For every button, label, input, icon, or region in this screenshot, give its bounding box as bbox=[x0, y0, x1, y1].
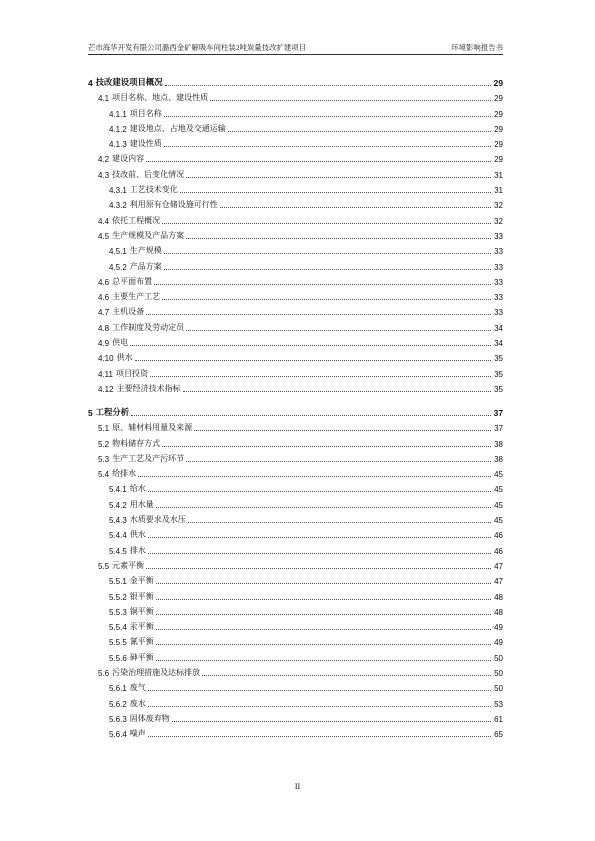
toc-entry-title: 水质要求及水压 bbox=[129, 515, 186, 525]
toc-entry-title: 依托工程概况 bbox=[112, 215, 161, 225]
dot-leader bbox=[164, 268, 491, 270]
toc-entry-number: 5.5 bbox=[98, 561, 110, 571]
toc-entry[interactable] bbox=[88, 348, 503, 363]
toc-entry-title: 银平衡 bbox=[129, 591, 154, 601]
dot-leader bbox=[194, 429, 491, 431]
dot-leader bbox=[148, 689, 491, 691]
toc-entry-number: 5.6.3 bbox=[109, 714, 127, 724]
toc-entry-number: 5.5.4 bbox=[109, 623, 127, 633]
dot-leader bbox=[146, 313, 491, 315]
toc-entry-page: 32 bbox=[494, 216, 503, 226]
toc-entry-title: 工艺技术变化 bbox=[129, 185, 178, 195]
toc-entry-number: 4.5.2 bbox=[109, 262, 127, 272]
toc-entry-number: 5.5.3 bbox=[109, 607, 127, 617]
toc-entry-page: 45 bbox=[494, 470, 503, 480]
dot-leader bbox=[162, 298, 491, 300]
toc-entry-title: 生产规模 bbox=[129, 246, 162, 256]
toc-entry-title: 给水 bbox=[129, 484, 146, 494]
toc-entry-page: 47 bbox=[494, 561, 503, 571]
toc-entry-number: 5.4.5 bbox=[109, 546, 127, 556]
toc-entry-page: 45 bbox=[494, 485, 503, 495]
dot-leader bbox=[180, 191, 491, 193]
dot-leader bbox=[202, 674, 491, 676]
toc-entry-page: 33 bbox=[494, 262, 503, 272]
toc-entry-title: 项目名称、地点、建设性质 bbox=[112, 93, 209, 103]
toc-entry-title: 物料储存方式 bbox=[112, 438, 161, 448]
toc-entry[interactable] bbox=[88, 663, 503, 678]
toc-entry[interactable] bbox=[88, 586, 503, 601]
toc-entry-number: 5.5.6 bbox=[109, 653, 127, 663]
toc-entry-page: 31 bbox=[494, 170, 503, 180]
toc-entry-title: 汞平衡 bbox=[129, 622, 154, 632]
toc-entry[interactable] bbox=[88, 602, 503, 617]
dot-leader bbox=[154, 283, 491, 285]
page-number: II bbox=[294, 782, 301, 791]
toc-entry-title: 利用原有仓储设施可行性 bbox=[129, 200, 218, 210]
toc-entry-number: 5.6.4 bbox=[109, 730, 127, 740]
toc-entry[interactable] bbox=[88, 88, 503, 103]
toc-entry-page: 50 bbox=[494, 668, 503, 678]
toc-entry[interactable] bbox=[88, 617, 503, 632]
toc-entry-page: 33 bbox=[494, 231, 503, 241]
toc-entry-page: 65 bbox=[494, 730, 503, 740]
toc-entry-title: 主要生产工艺 bbox=[112, 292, 161, 302]
dot-leader bbox=[220, 206, 491, 208]
toc-entry-page: 45 bbox=[494, 516, 503, 526]
toc-entry-title: 技改前、后变化情况 bbox=[112, 169, 185, 179]
toc-entry-page: 33 bbox=[494, 277, 503, 287]
dot-leader bbox=[135, 359, 491, 361]
toc-entry-page: 37 bbox=[493, 407, 503, 418]
toc-entry-number: 4.3.2 bbox=[109, 201, 127, 211]
toc-entry[interactable] bbox=[88, 134, 503, 149]
toc-entry-title: 供水 bbox=[116, 353, 133, 363]
toc-entry-title: 工作制度及劳动定员 bbox=[112, 322, 185, 332]
dot-leader bbox=[156, 613, 491, 615]
toc-entry[interactable] bbox=[88, 256, 503, 271]
toc-entry[interactable] bbox=[88, 479, 503, 494]
dot-leader bbox=[156, 582, 491, 584]
toc-entry-page: 46 bbox=[494, 546, 503, 556]
toc-entry-number: 4 bbox=[88, 78, 93, 88]
toc-entry-page: 47 bbox=[494, 577, 503, 587]
toc-entry-number: 4.5 bbox=[98, 231, 110, 241]
toc-entry-page: 49 bbox=[494, 638, 503, 648]
toc-entry[interactable] bbox=[88, 333, 503, 348]
toc-entry-page: 35 bbox=[494, 354, 503, 364]
toc-entry[interactable] bbox=[88, 724, 503, 739]
toc-entry-number: 4.11 bbox=[98, 369, 113, 379]
toc-entry-title: 技改建设项目概况 bbox=[95, 77, 163, 87]
toc-entry-title: 建设地点、占地及交通运输 bbox=[129, 123, 226, 133]
toc-entry-title: 噪声 bbox=[129, 729, 146, 739]
dot-leader bbox=[148, 552, 491, 554]
toc-entry[interactable] bbox=[88, 494, 503, 509]
dot-leader bbox=[156, 598, 491, 600]
toc-entry[interactable] bbox=[88, 418, 503, 433]
toc-entry-number: 5.4.1 bbox=[109, 485, 127, 495]
toc-entry-title: 工程分析 bbox=[95, 406, 130, 417]
toc-entry[interactable] bbox=[88, 287, 503, 302]
toc-entry-number: 4.6 bbox=[98, 277, 110, 287]
dot-leader bbox=[130, 344, 491, 346]
toc-entry-title: 项目投资 bbox=[115, 368, 148, 378]
toc-entry[interactable] bbox=[88, 678, 503, 693]
toc-entry-page: 31 bbox=[494, 186, 503, 196]
toc-entry-page: 53 bbox=[494, 699, 503, 709]
toc-entry[interactable] bbox=[88, 379, 503, 394]
toc-entry-number: 5.6.1 bbox=[109, 684, 127, 694]
toc-entry-title: 固体废弃物 bbox=[129, 713, 170, 723]
toc-entry[interactable] bbox=[88, 556, 503, 571]
toc-entry[interactable] bbox=[88, 510, 503, 525]
toc-entry-number: 4.1 bbox=[98, 94, 110, 104]
toc-entry-page: 34 bbox=[494, 339, 503, 349]
toc-entry-number: 4.1.1 bbox=[109, 109, 127, 119]
toc-entry-page: 29 bbox=[493, 78, 503, 88]
dot-leader bbox=[148, 705, 491, 707]
toc-entry-number: 5.4 bbox=[98, 470, 110, 480]
toc-entry-page: 49 bbox=[494, 623, 503, 633]
dot-leader bbox=[188, 521, 491, 523]
dot-leader bbox=[148, 536, 491, 538]
toc-entry-title: 废水 bbox=[129, 698, 146, 708]
toc-entry[interactable] bbox=[88, 164, 503, 179]
toc-entry-number: 4.4 bbox=[98, 216, 110, 226]
toc-entry-title: 供电 bbox=[112, 338, 129, 348]
toc-entry-page: 29 bbox=[494, 94, 503, 104]
toc-entry-page: 33 bbox=[494, 247, 503, 257]
toc-entry[interactable] bbox=[88, 272, 503, 287]
toc-entry-page: 29 bbox=[494, 109, 503, 119]
dot-leader bbox=[156, 659, 491, 661]
dot-leader bbox=[156, 643, 491, 645]
toc-entry-title: 总平面布置 bbox=[112, 276, 153, 286]
toc-entry-page: 50 bbox=[494, 684, 503, 694]
toc-entry[interactable] bbox=[88, 103, 503, 118]
toc-entry-number: 4.12 bbox=[98, 384, 114, 394]
dot-leader bbox=[146, 567, 491, 569]
toc-entry[interactable] bbox=[88, 433, 503, 448]
toc-entry-page: 34 bbox=[494, 323, 503, 333]
toc-entry-title: 砷平衡 bbox=[129, 652, 154, 662]
toc-entry-title: 建设性质 bbox=[129, 139, 162, 149]
table-of-contents bbox=[88, 72, 503, 739]
toc-entry-title: 废气 bbox=[129, 683, 146, 693]
toc-entry-number: 5.4.2 bbox=[109, 500, 127, 510]
dot-leader bbox=[156, 628, 491, 630]
toc-entry-number: 4.1.3 bbox=[109, 140, 127, 150]
toc-entry[interactable] bbox=[88, 72, 503, 88]
dot-leader bbox=[186, 237, 491, 239]
toc-entry[interactable] bbox=[88, 241, 503, 256]
dot-leader bbox=[148, 735, 491, 737]
toc-entry-number: 4.5.1 bbox=[109, 247, 127, 257]
toc-entry-page: 33 bbox=[494, 308, 503, 318]
toc-entry[interactable] bbox=[88, 709, 503, 724]
dot-leader bbox=[148, 490, 491, 492]
toc-entry-title: 氰平衡 bbox=[129, 637, 154, 647]
dot-leader bbox=[183, 390, 491, 392]
toc-entry-title: 产品方案 bbox=[129, 261, 162, 271]
header-project-title: 芒市海华开发有限公司潞西金矿解吸车间柱装2吨炭量技改扩建项目 bbox=[88, 43, 307, 52]
toc-entry[interactable] bbox=[88, 119, 503, 134]
toc-entry[interactable] bbox=[88, 632, 503, 647]
toc-entry-number: 4.1.2 bbox=[109, 124, 127, 134]
toc-entry-page: 38 bbox=[494, 454, 503, 464]
toc-entry-number: 5.4.4 bbox=[109, 531, 127, 541]
toc-entry-title: 给排水 bbox=[112, 469, 137, 479]
toc-entry-number: 5 bbox=[88, 407, 93, 418]
toc-entry[interactable] bbox=[88, 693, 503, 708]
toc-entry-number: 4.10 bbox=[98, 354, 114, 364]
dot-leader bbox=[172, 720, 491, 722]
toc-entry-title: 供水 bbox=[129, 530, 146, 540]
dot-leader bbox=[162, 445, 491, 447]
dot-leader bbox=[165, 84, 491, 86]
toc-entry-page: 29 bbox=[494, 140, 503, 150]
section-gap bbox=[88, 394, 503, 402]
toc-entry-page: 38 bbox=[494, 439, 503, 449]
toc-entry[interactable] bbox=[88, 195, 503, 210]
toc-entry-title: 生产规模及产品方案 bbox=[112, 230, 185, 240]
toc-entry-title: 主要经济技术指标 bbox=[116, 383, 181, 393]
toc-entry-title: 建设内容 bbox=[112, 154, 145, 164]
page-header bbox=[88, 40, 503, 55]
dot-leader bbox=[186, 460, 491, 462]
toc-entry-number: 5.3 bbox=[98, 454, 110, 464]
toc-entry-number: 4.2 bbox=[98, 155, 110, 165]
toc-entry-page: 46 bbox=[494, 531, 503, 541]
dot-leader bbox=[138, 475, 491, 477]
toc-entry-number: 4.7 bbox=[98, 308, 110, 318]
toc-entry-page: 48 bbox=[494, 607, 503, 617]
toc-entry-page: 35 bbox=[494, 369, 503, 379]
toc-entry-number: 4.6 bbox=[98, 293, 110, 303]
dot-leader bbox=[228, 130, 491, 132]
toc-entry-title: 主机设备 bbox=[112, 307, 145, 317]
toc-entry-number: 5.4.3 bbox=[109, 516, 127, 526]
toc-entry[interactable] bbox=[88, 180, 503, 195]
toc-entry-title: 污染治理措施及达标排放 bbox=[112, 667, 201, 677]
toc-entry[interactable] bbox=[88, 402, 503, 418]
toc-entry[interactable] bbox=[88, 226, 503, 241]
toc-entry-number: 5.1 bbox=[98, 424, 110, 434]
toc-entry-title: 铜平衡 bbox=[129, 606, 154, 616]
toc-entry-number: 5.2 bbox=[98, 439, 110, 449]
toc-entry[interactable] bbox=[88, 525, 503, 540]
dot-leader bbox=[162, 222, 491, 224]
toc-entry[interactable] bbox=[88, 449, 503, 464]
toc-entry-page: 29 bbox=[494, 155, 503, 165]
toc-entry-title: 项目名称 bbox=[129, 108, 162, 118]
toc-entry-title: 排水 bbox=[129, 545, 146, 555]
toc-entry-number: 4.3.1 bbox=[109, 186, 127, 196]
toc-entry-number: 4.9 bbox=[98, 339, 110, 349]
toc-entry[interactable] bbox=[88, 149, 503, 164]
toc-entry-page: 35 bbox=[494, 384, 503, 394]
dot-leader bbox=[164, 145, 491, 147]
toc-entry[interactable] bbox=[88, 540, 503, 555]
toc-entry-page: 37 bbox=[494, 424, 503, 434]
toc-entry[interactable] bbox=[88, 647, 503, 662]
dot-leader bbox=[156, 506, 491, 508]
toc-entry[interactable] bbox=[88, 464, 503, 479]
toc-entry-page: 29 bbox=[494, 124, 503, 134]
toc-entry-number: 5.6 bbox=[98, 668, 110, 678]
toc-entry[interactable] bbox=[88, 571, 503, 586]
toc-entry-title: 金平衡 bbox=[129, 576, 154, 586]
toc-entry-number: 5.5.1 bbox=[109, 577, 127, 587]
dot-leader bbox=[146, 160, 491, 162]
toc-entry-number: 5.5.5 bbox=[109, 638, 127, 648]
toc-entry-number: 4.8 bbox=[98, 323, 110, 333]
toc-entry-page: 50 bbox=[494, 653, 503, 663]
dot-leader bbox=[131, 414, 491, 416]
toc-entry[interactable] bbox=[88, 302, 503, 317]
toc-entry-title: 原、辅材料用量及来源 bbox=[112, 423, 193, 433]
toc-entry-number: 5.6.2 bbox=[109, 699, 127, 709]
toc-entry-page: 48 bbox=[494, 592, 503, 602]
dot-leader bbox=[186, 329, 491, 331]
dot-leader bbox=[164, 252, 491, 254]
toc-entry-title: 用水量 bbox=[129, 499, 154, 509]
toc-entry-number: 5.5.2 bbox=[109, 592, 127, 602]
dot-leader bbox=[186, 176, 491, 178]
dot-leader bbox=[210, 99, 491, 101]
toc-entry[interactable] bbox=[88, 363, 503, 378]
header-document-type: 环境影响报告书 bbox=[451, 43, 503, 52]
toc-entry[interactable] bbox=[88, 210, 503, 225]
dot-leader bbox=[150, 375, 491, 377]
toc-entry-page: 33 bbox=[494, 293, 503, 303]
dot-leader bbox=[164, 115, 491, 117]
toc-entry-number: 4.3 bbox=[98, 170, 110, 180]
toc-entry-title: 生产工艺及产污环节 bbox=[112, 453, 185, 463]
toc-entry-page: 45 bbox=[494, 500, 503, 510]
toc-entry-page: 32 bbox=[494, 201, 503, 211]
toc-entry-page: 61 bbox=[494, 714, 503, 724]
toc-entry-title: 元素平衡 bbox=[112, 560, 145, 570]
toc-entry[interactable] bbox=[88, 317, 503, 332]
